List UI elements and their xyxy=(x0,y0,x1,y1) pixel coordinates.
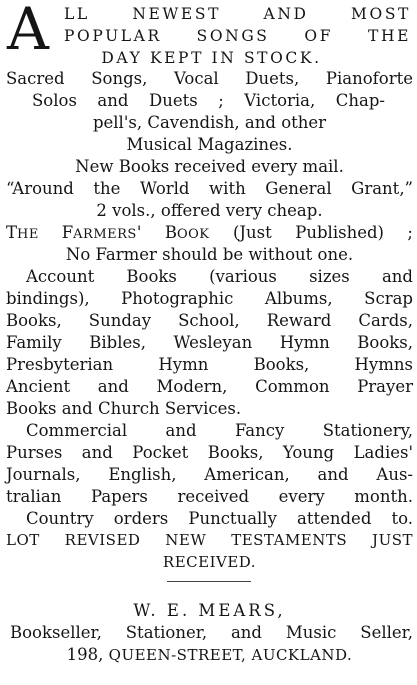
text-fragment: F xyxy=(61,223,74,242)
text-line: No Farmer should be without one. xyxy=(65,245,354,264)
text-line: “Around the World with General Grant,” xyxy=(6,179,413,198)
text-line: Books, Sunday School, Reward Cards, xyxy=(6,311,413,330)
divider xyxy=(167,581,251,582)
text-fragment: HE xyxy=(17,227,62,242)
address-street: QUEEN-STREET, AUCKLAND. xyxy=(108,646,353,664)
address-number: 198, xyxy=(66,645,109,664)
text-fragment: ARMERS xyxy=(73,227,137,242)
text-line: Sacred Songs, Vocal Duets, Pianoforte xyxy=(6,69,413,88)
text-line: Solos and Duets ; Victoria, Chap- xyxy=(32,91,385,110)
text-line: Purses and Pocket Books, Young Ladies' xyxy=(6,443,413,462)
text-line: tralian Papers received every month. xyxy=(6,487,413,506)
text-fragment: ' B xyxy=(136,223,177,242)
text-line: pell's, Cavendish, and other xyxy=(92,113,327,132)
signature-name: W. E. MEARS, xyxy=(133,601,286,620)
text-line: Musical Magazines. xyxy=(126,135,293,154)
signature-address xyxy=(6,644,413,667)
text-line: Country orders Punctually attended to. xyxy=(26,509,413,528)
text-fragment: T xyxy=(6,223,18,242)
text-fragment: (Just Published) ; xyxy=(209,223,413,242)
farmers-book-line xyxy=(6,222,413,246)
text-line: bindings), Photographic Albums, Scrap xyxy=(6,289,413,308)
text-fragment: OOK xyxy=(176,227,210,242)
text-line: Presbyterian Hymn Books, Hymns xyxy=(6,355,413,374)
text-line: Account Books (various sizes and xyxy=(26,267,413,286)
drop-cap: A xyxy=(7,0,49,63)
heading-line-2: POPULAR SONGS OF THE xyxy=(64,27,411,45)
heading-line-1: LL NEWEST AND MOST xyxy=(64,5,411,23)
testaments-line-2: RECEIVED. xyxy=(162,553,257,571)
testaments-line-1: LOT REVISED NEW TESTAMENTS JUST xyxy=(6,531,413,549)
signature-role: Bookseller, Stationer, and Music Seller, xyxy=(10,623,413,642)
text-line: New Books received every mail. xyxy=(75,157,344,176)
heading-line-3: DAY KEPT IN STOCK. xyxy=(101,49,322,67)
text-line: Books and Church Services. xyxy=(6,399,242,418)
text-line: Commercial and Fancy Stationery, xyxy=(26,421,413,440)
text-line: Family Bibles, Wesleyan Hymn Books, xyxy=(6,333,413,352)
text-line: 2 vols., offered very cheap. xyxy=(96,201,323,220)
text-line: Journals, English, American, and Aus- xyxy=(6,465,413,484)
text-line: Ancient and Modern, Common Prayer xyxy=(6,377,413,396)
